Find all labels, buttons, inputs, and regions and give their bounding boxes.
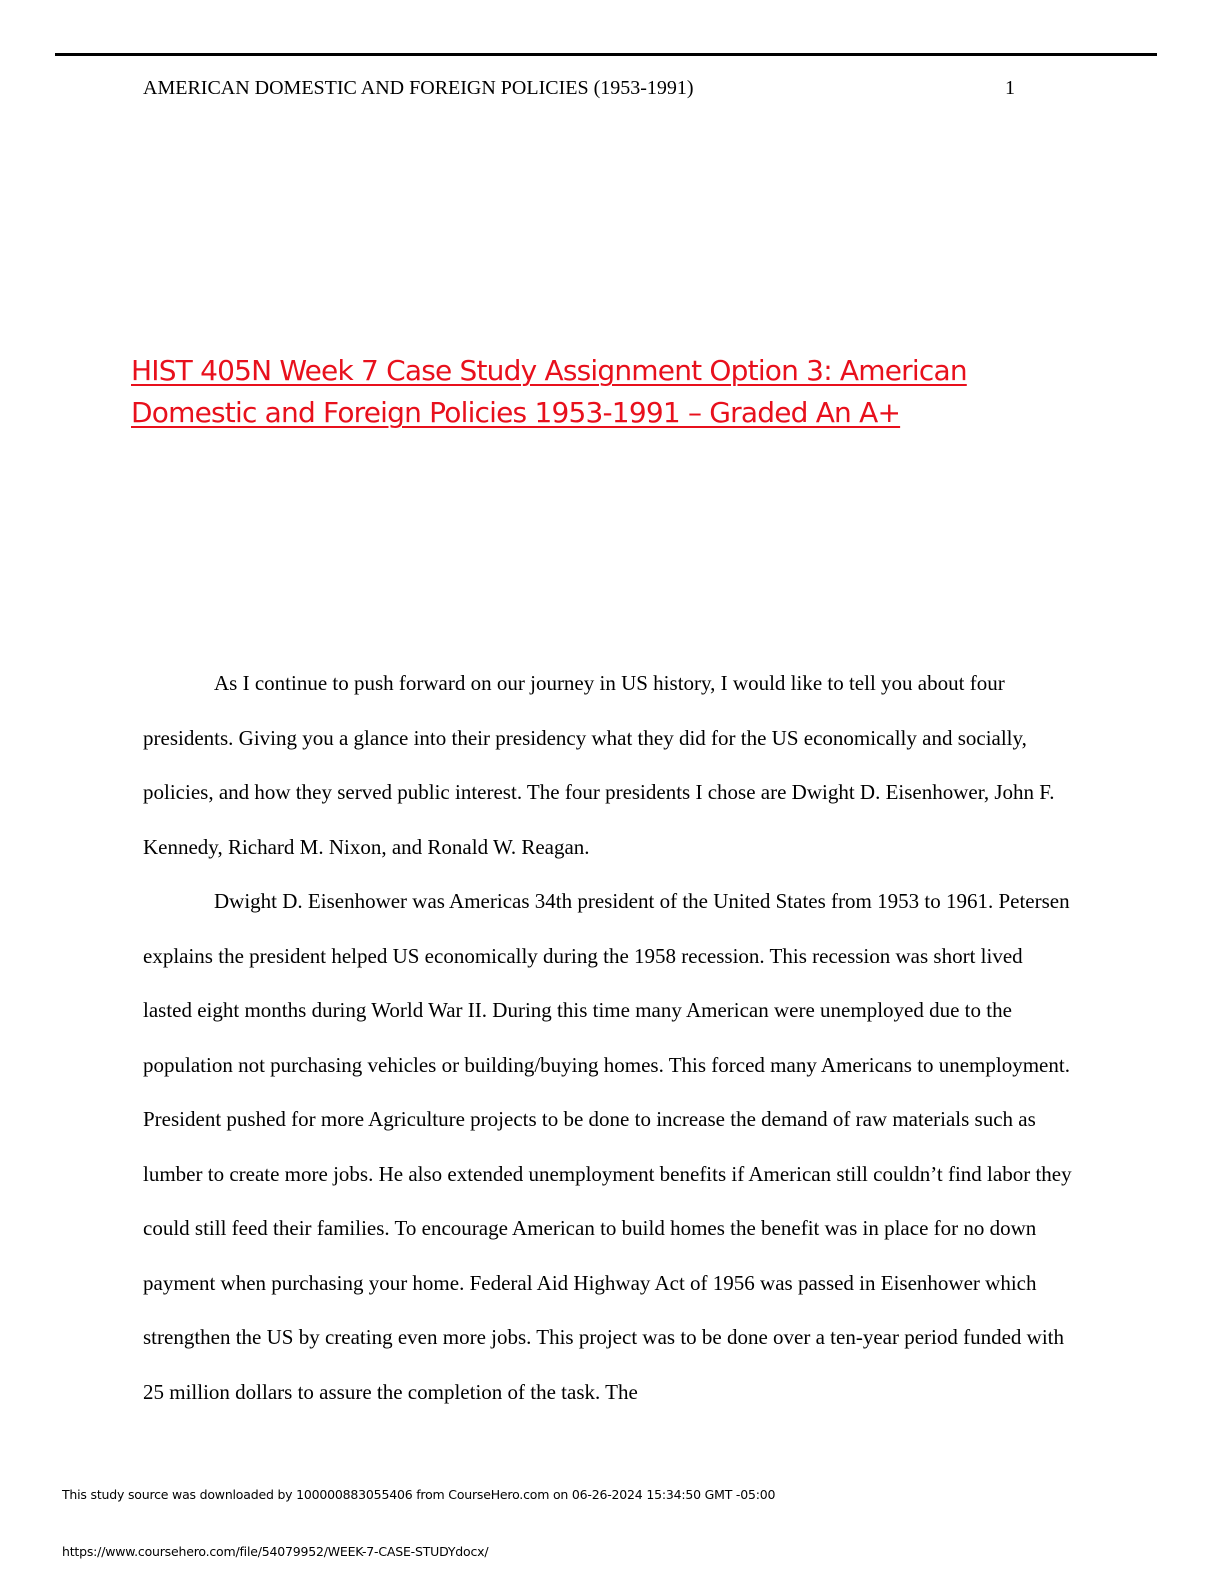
footer-url-link[interactable]: https://www.coursehero.com/file/54079952/WEEK-7-CASE-STUDYdocx/ <box>62 1544 489 1559</box>
title-line-2: Domestic and Foreign Policies 1953-1991 – Graded An A+ <box>131 396 901 429</box>
paragraph-eisenhower: Dwight D. Eisenhower was Americas 34th president of the United States from 1953 to 1961. Petersen explains the president helped US economically during the 1958 recession. This recession was short lived lasted eight months during World War II. During this time many American were unemployed due to the population not purchasing vehicles or building/buying homes. This forced many Americans to unemployment. President pushed for more Agriculture projects to be done to increase the demand of raw materials such as lumber to create more jobs. He also extended unemployment benefits if American still couldn’t find labor they could still feed their families. To encourage American to build homes the benefit was in place for no down payment when purchasing your home. Federal Aid Highway Act of 1956 was passed in Eisenhower which strengthen the US by creating even more jobs. This project was to be done over a ten-year period funded with 25 million dollars to assure the completion of the task. The <box>143 889 1072 1404</box>
header-rule <box>55 53 1157 56</box>
footer-source-note: This study source was downloaded by 100000883055406 from CourseHero.com on 06-26-2024 15:34:50 GMT -05:00 <box>62 1487 776 1502</box>
page-number: 1 <box>1005 77 1015 99</box>
document-title-link[interactable] <box>131 350 1051 434</box>
body-text <box>143 656 1073 1419</box>
paragraph-intro: As I continue to push forward on our journey in US history, I would like to tell you about four presidents. Giving you a glance into their presidency what they did for the US economically and socially, policies, and how they served public interest. The four presidents I chose are Dwight D. Eisenhower, John F. Kennedy, Richard M. Nixon, and Ronald W. Reagan. <box>143 671 1055 859</box>
running-head: AMERICAN DOMESTIC AND FOREIGN POLICIES (1953-1991) <box>143 77 694 99</box>
title-line-1: HIST 405N Week 7 Case Study Assignment Option 3: American <box>131 354 967 387</box>
